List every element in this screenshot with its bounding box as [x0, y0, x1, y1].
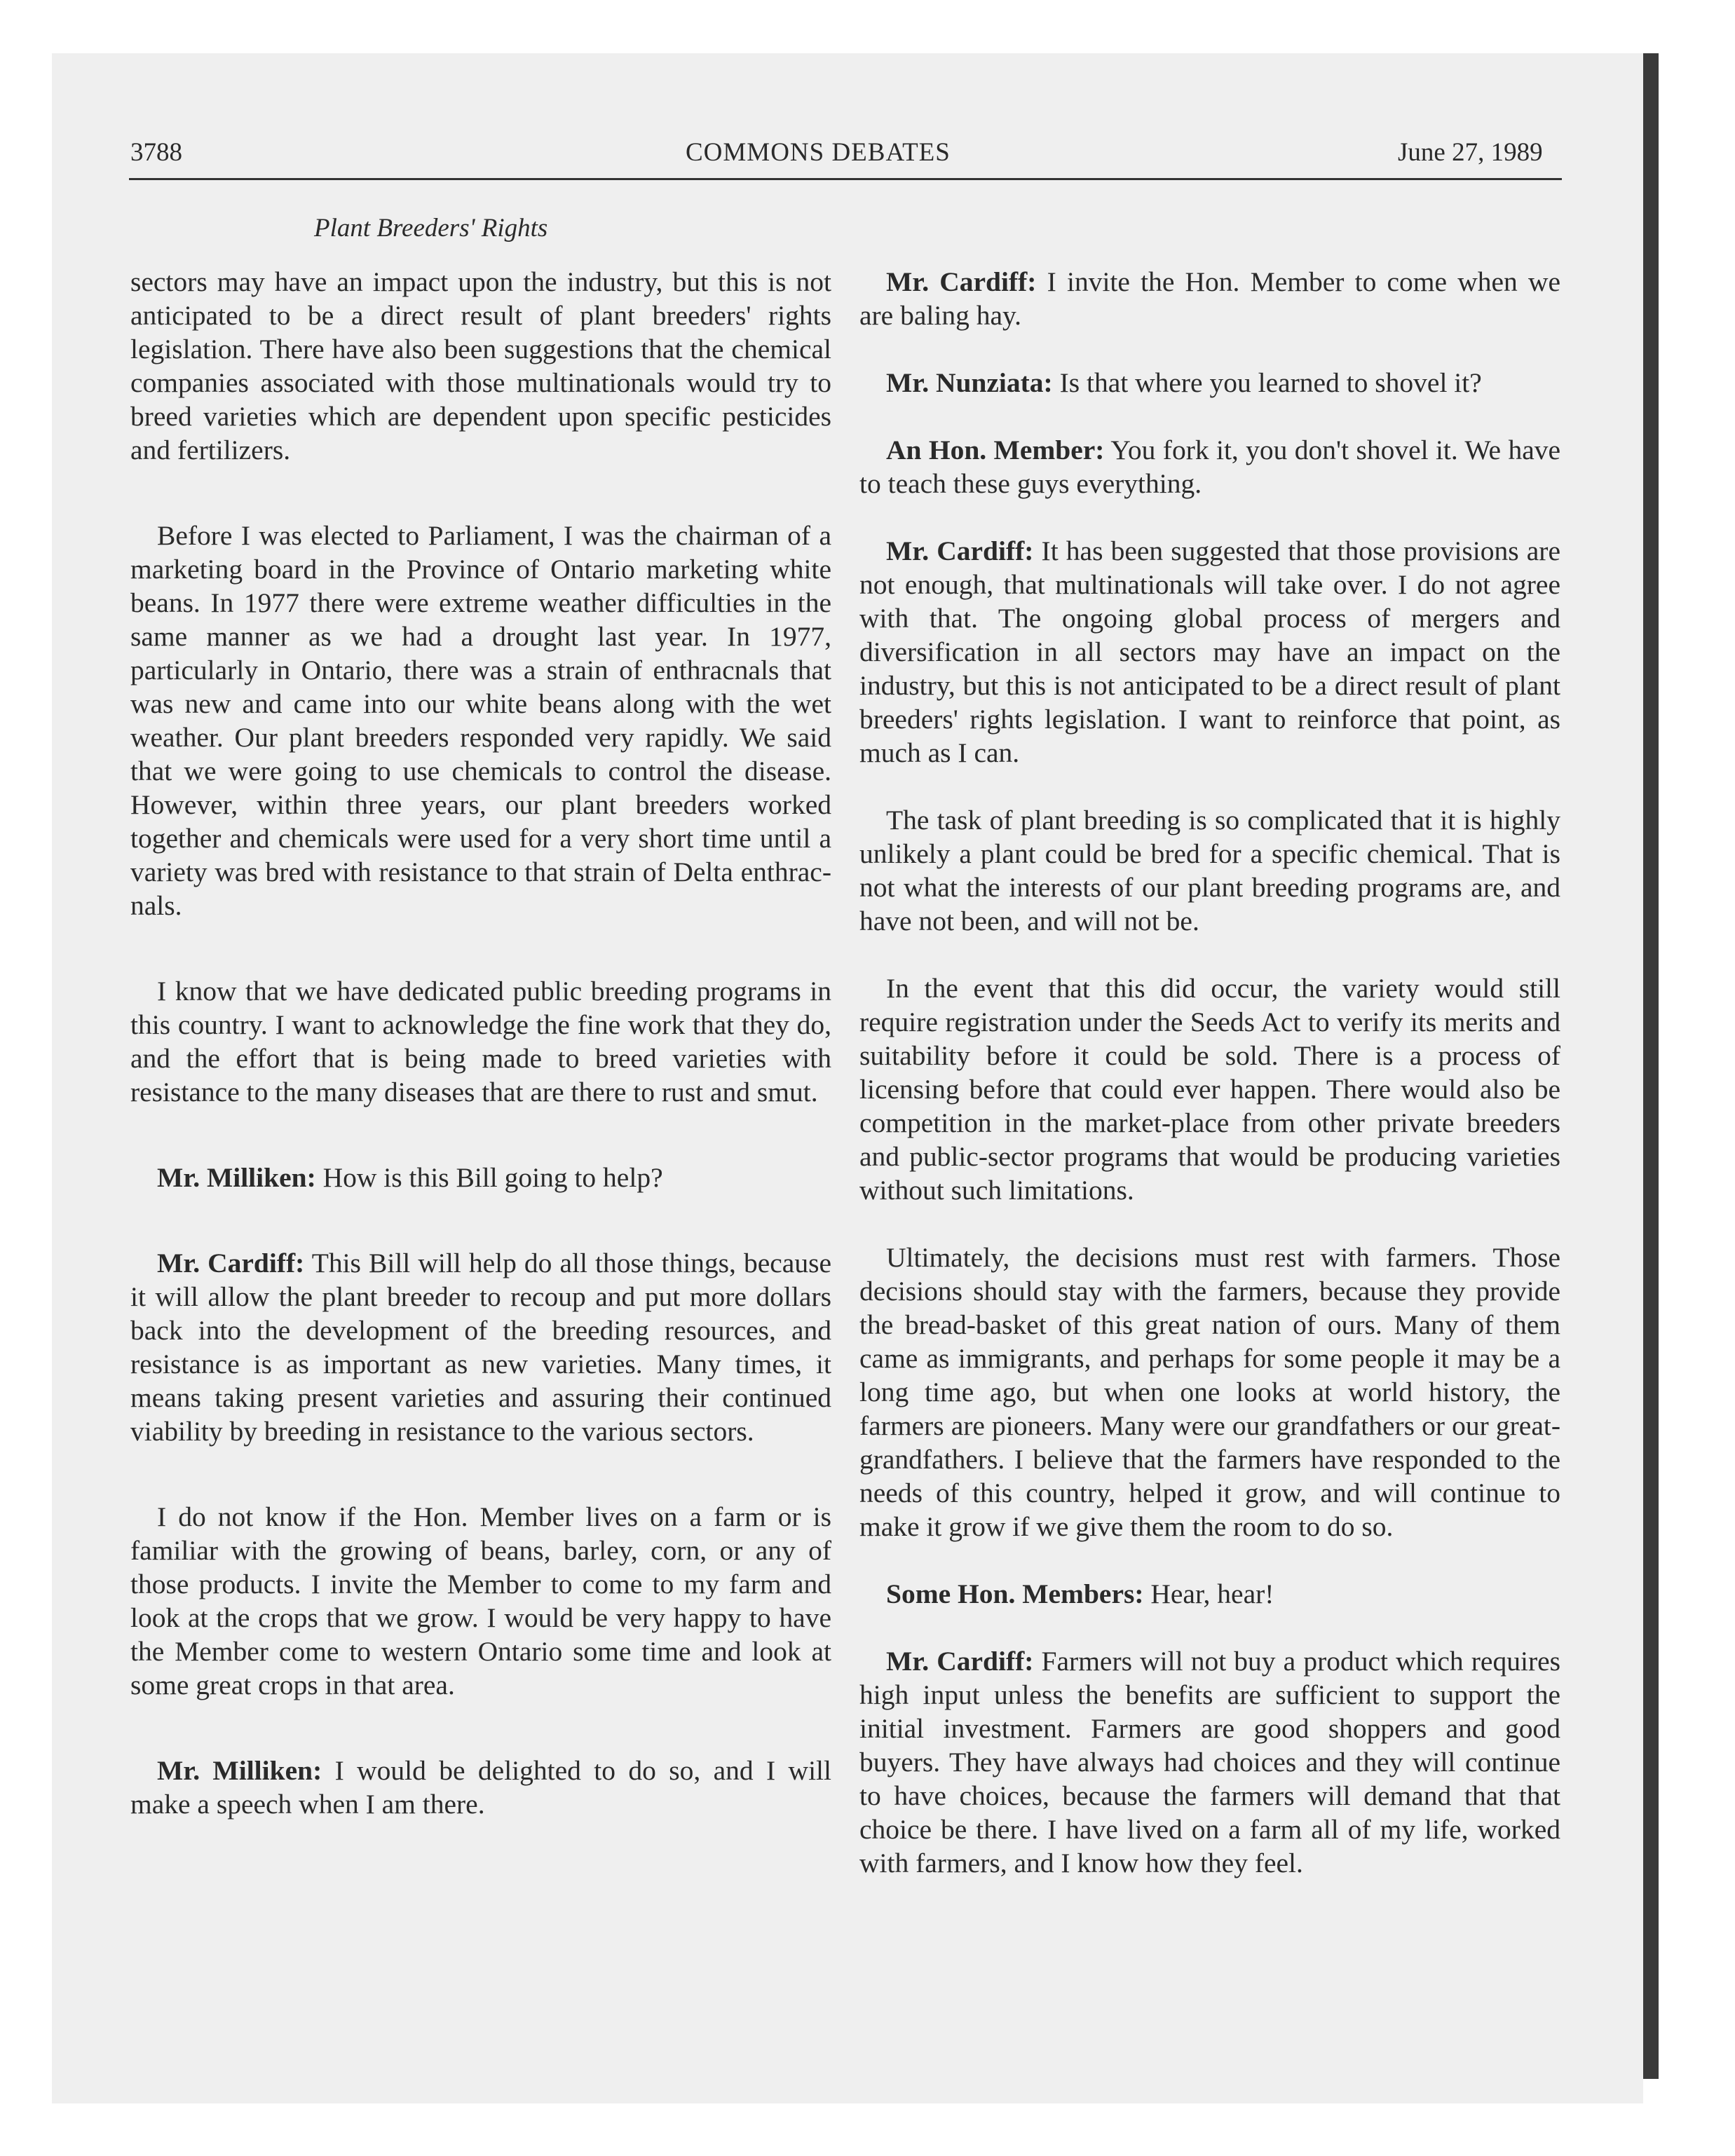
speaker-name: Mr. Milliken:: [157, 1162, 316, 1193]
paragraph-text: In the event that this did occur, the variety would still require registration under the Seeds Act to verify its merits and suitability before it could be sold. There is a process of licensing before that could ever happen. There would also be competition in the market-place from other private breeders and public-sector programs that would be producing varieties without such limitations.: [859, 973, 1560, 1206]
speaker-name: Mr. Cardiff:: [886, 1646, 1034, 1677]
paragraph-text: Before I was elected to Parliament, I was the chairman of a marketing board in the Province of Ontario marketing white beans. In 1977 there were extreme weather difficulties in the same manner as we had a drought last year. In 1977, particularly in Ontario, there was a strain of enthracnals that was new and came into our white beans along with the wet weather. Our plant breeders responded very rapidly. We said that we were going to use chemicals to control the disease. However, within three years, our plant breeders worked together and chemicals were used for a very short time until a variety was bred with resistance to that strain of Delta enthracnals.: [130, 520, 831, 921]
paragraph: [859, 366, 1560, 400]
paragraph-text: It has been suggested that those provisions are not enough, that multinationals will take over. I do not agree with that. The ongoing global process of mergers and diversification in all sectors may have an impact on the industry, but this is not anticipated to be a direct result of plant breeders' rights legislation. I want to reinforce that point, as much as I can.: [859, 535, 1560, 768]
paragraph-text: Is that where you learned to shovel it?: [1059, 367, 1482, 398]
paragraph: [130, 265, 831, 467]
speaker-name: Mr. Nunziata:: [886, 367, 1053, 398]
paragraph: [859, 433, 1560, 500]
speaker-name: Mr. Cardiff:: [157, 1248, 305, 1278]
paragraph-text: You fork it, you don't shovel it. We have to teach these guys everything.: [859, 435, 1561, 499]
paragraph-text: Hear, hear!: [1150, 1578, 1274, 1609]
paragraph: [859, 265, 1560, 332]
paragraph: [859, 1241, 1560, 1543]
speaker-name: Some Hon. Members:: [886, 1578, 1144, 1609]
paragraph: [130, 1754, 831, 1821]
paragraph-text: I do not know if the Hon. Member lives on a farm or is familiar with the growing of beans, barley, corn, or any of those products. I invite the Member to come to my farm and look at the crops that we grow. I would be very happy to have the Member come to western Ontario some time and look at some great crops in that area.: [130, 1501, 831, 1700]
paragraph: [130, 519, 831, 922]
paragraph: [130, 1246, 831, 1448]
page-number: 3788: [130, 138, 182, 167]
paragraph: [859, 803, 1560, 938]
paragraph: [130, 974, 831, 1109]
speaker-name: Mr. Cardiff:: [886, 266, 1037, 297]
paragraph: [130, 1500, 831, 1702]
paragraph-text: Ultimately, the decisions must rest with farmers. Those decisions should stay with the farmers, because they provide the bread-basket of this great nation of ours. Many of them came as immigrants, and perhaps for some people it may be a long time ago, but when one looks at world history, the farmers are pioneers. Many were our grandfathers or our great-grandfathers. I believe that the farmers have responded to the needs of this country, helped it grow, and will continue to make it grow if we give them the room to do so.: [859, 1242, 1560, 1542]
paragraph: [859, 971, 1560, 1207]
left-column: [130, 265, 831, 1855]
running-head: Plant Breeders' Rights: [314, 214, 548, 243]
paragraph: [130, 1161, 831, 1194]
paragraph: [859, 1644, 1560, 1880]
speaker-name: Mr. Cardiff:: [886, 535, 1034, 566]
paragraph-text: How is this Bill going to help?: [322, 1162, 663, 1193]
paragraph-text: The task of plant breeding is so complicated that it is highly unlikely a plant could be bred for a specific chemical. That is not what the interests of our plant breeding programs are, and have not been, and will not be.: [859, 805, 1560, 936]
right-column: [859, 265, 1560, 1913]
paragraph-text: I invite the Hon. Member to come when we are baling hay.: [859, 266, 1560, 331]
paragraph-text: This Bill will help do all those things, because it will allow the plant breeder to recoup and put more dollars back into the development of the breeding resources, and resistance is as important as new varieties. Many times, it means taking present varieties and assuring their continued viability by breeding in resistance to the various sectors.: [130, 1248, 831, 1447]
speaker-name: An Hon. Member:: [886, 435, 1105, 465]
header-rule: [129, 178, 1562, 180]
paragraph: [859, 534, 1560, 770]
paragraph-text: Farmers will not buy a product which requires high input unless the benefits are sufficient to support the initial investment. Farmers are good shoppers and good buyers. They have always had choices and they will continue to have choices, because the farmers will demand that that choice be there. I have lived on a farm all of my life, worked with farmers, and I know how they feel.: [859, 1646, 1560, 1878]
paragraph-text: I would be delighted to do so, and I will make a speech when I am there.: [130, 1755, 832, 1820]
paragraph: [859, 1577, 1560, 1611]
paragraph-text: sectors may have an impact upon the industry, but this is not anticipated to be a direct result of plant breeders' rights legislation. There have also been suggestions that the chemical companies associated with those multinationals would try to breed varieties which are dependent upon specific pesticides and fertilizers.: [130, 266, 831, 465]
speaker-name: Mr. Milliken:: [157, 1755, 322, 1786]
publication-title: COMMONS DEBATES: [686, 138, 951, 167]
publication-date: June 27, 1989: [1398, 138, 1543, 167]
paragraph-text: I know that we have dedicated public breeding programs in this country. I want to acknowledge the fine work that they do, and the effort that is being made to breed varieties with resistance to the many diseases that are there to rust and smut.: [130, 976, 831, 1107]
